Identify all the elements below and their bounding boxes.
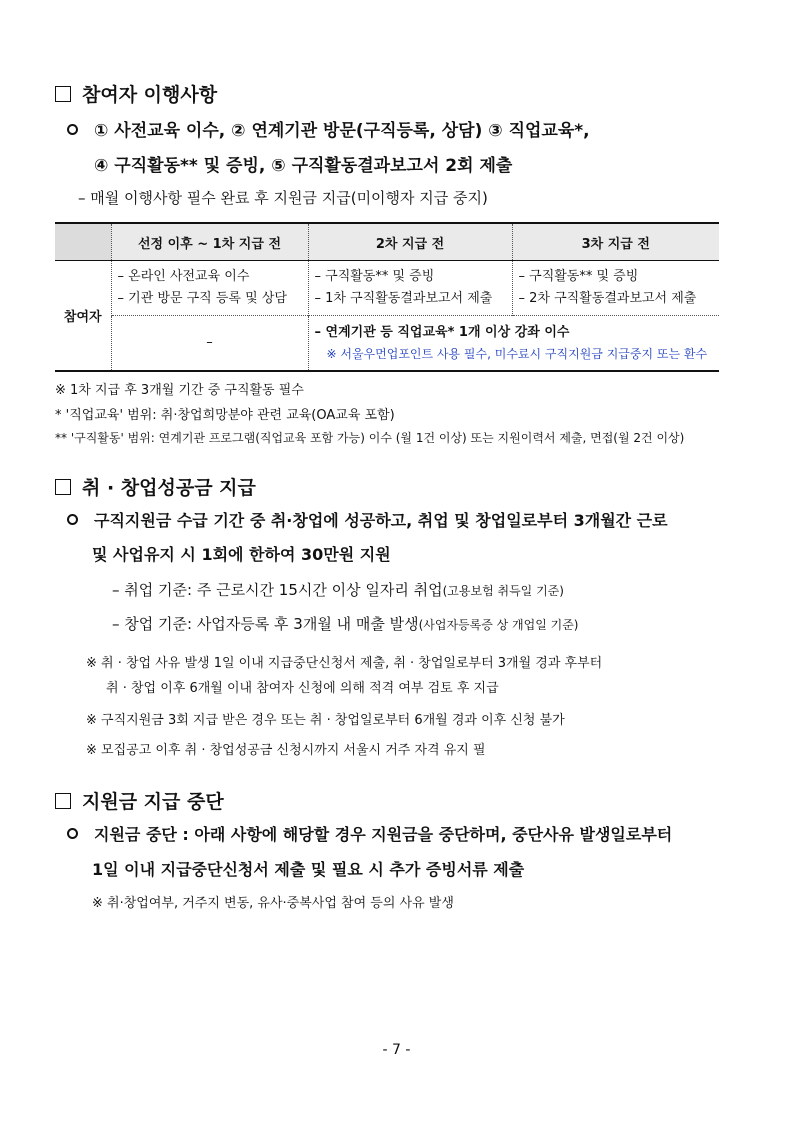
footnote: ** '구직활동' 범위: 연계기관 프로그램(직업교육 포함 가능) 이수 (월 1건 이상) 또는 지원이력서 제출, 면접(월 2건 이상) [55, 431, 685, 445]
cell-item: – 기관 방문 구직 등록 및 상담 [117, 291, 287, 306]
table-cell [111, 261, 308, 316]
note-continued: 취 · 창업 이후 6개월 이내 참여자 신청에 의해 적격 여부 검토 후 지급 [106, 681, 499, 696]
section-title: 지원금 지급 중단 [82, 791, 224, 813]
circle-bullet-icon [67, 124, 78, 135]
checkbox-square-icon [55, 479, 71, 495]
checkbox-square-icon [55, 793, 71, 809]
section-heading-payment-suspension [55, 787, 224, 814]
cell-blue-note: ※ 서울우먼업포인트 사용 필수, 미수료시 구직지원금 지급중지 또는 환수 [326, 346, 708, 361]
bullet-line-continued: 및 사업유지 시 1회에 한하여 30만원 지원 [92, 545, 391, 564]
note: ※ 취 · 창업 사유 발생 1일 이내 지급중단신청서 제출, 취 · 창업일로부터 3개월 경과 후부터 [86, 656, 603, 671]
criterion-text: – 창업 기준: 사업자등록 후 3개월 내 매출 발생 [112, 615, 419, 633]
table-cell [308, 261, 512, 316]
cell-item: – 2차 구직활동결과보고서 제출 [518, 291, 697, 306]
bullet-line-continued: 1일 이내 지급중단신청서 제출 및 필요 시 추가 증빙서류 제출 [92, 860, 525, 879]
sub-criterion [112, 613, 579, 634]
header-cell: 3차 지급 전 [512, 223, 719, 261]
section-heading-participant-duties [55, 80, 217, 107]
bullet-line [67, 822, 672, 845]
bullet-text: 지원금 중단 : 아래 사항에 해당할 경우 지원금을 중단하며, 중단사유 발생일로부터 [94, 825, 673, 844]
note: ※ 모집공고 이후 취 · 창업성공금 신청시까지 서울시 거주 자격 유지 필 [86, 743, 486, 758]
section-heading-employment-bonus [55, 473, 256, 500]
footnote: ※ 1차 지급 후 3개월 기간 중 구직활동 필수 [55, 383, 304, 398]
cell-item: – 구직활동** 및 증빙 [314, 269, 435, 284]
page-number: - 7 - [382, 1042, 411, 1058]
table-cell-dash: – [111, 316, 308, 371]
table-header-row [55, 223, 719, 261]
note: ※ 취·창업여부, 거주지 변동, 유사·중복사업 참여 등의 사유 발생 [92, 896, 454, 911]
criterion-paren: (사업자등록증 상 개업일 기준) [418, 618, 579, 632]
checkbox-square-icon [55, 86, 71, 102]
sub-criterion [112, 579, 564, 600]
table-cell [512, 261, 719, 316]
header-cell: 2차 지급 전 [308, 223, 512, 261]
cell-item: – 구직활동** 및 증빙 [518, 269, 639, 284]
criterion-text: – 취업 기준: 주 근로시간 15시간 이상 일자리 취업 [112, 581, 443, 599]
bullet-line [67, 508, 668, 531]
cell-main-text: – 연계기관 등 직업교육* 1개 이상 강좌 이수 [314, 324, 570, 340]
bullet-line-continued: ④ 구직활동** 및 증빙, ⑤ 구직활동결과보고서 2회 제출 [94, 156, 513, 176]
cell-item: – 1차 구직활동결과보고서 제출 [314, 291, 493, 306]
table-row [55, 316, 719, 371]
bullet-text: 구직지원금 수급 기간 중 취·창업에 성공하고, 취업 및 창업일로부터 3개월간 근로 [94, 511, 668, 530]
criterion-paren: (고용보험 취득일 기준) [442, 584, 564, 598]
section-title: 참여자 이행사항 [82, 84, 218, 106]
bullet-line [67, 116, 590, 141]
section-title: 취 · 창업성공금 지급 [82, 477, 256, 499]
cell-item: – 온라인 사전교육 이수 [117, 269, 250, 284]
bullet-text: ① 사전교육 이수, ② 연계기관 방문(구직등록, 상담) ③ 직업교육*, [94, 121, 590, 141]
circle-bullet-icon [67, 514, 78, 525]
table-row [55, 261, 719, 316]
header-cell: 선정 이후 ~ 1차 지급 전 [111, 223, 308, 261]
dash-note: – 매월 이행사항 필수 완료 후 지원금 지급(미이행자 지급 중지) [78, 189, 488, 207]
row-label: 참여자 [55, 261, 111, 371]
requirements-table [55, 222, 719, 372]
table-cell-merged [308, 316, 719, 371]
header-blank-cell [55, 223, 111, 261]
circle-bullet-icon [67, 828, 78, 839]
footnote: * '직업교육' 범위: 취·창업희망분야 관련 교육(OA교육 포함) [55, 408, 395, 423]
note: ※ 구직지원금 3회 지급 받은 경우 또는 취 · 창업일로부터 6개월 경과 이후 신청 불가 [86, 713, 565, 728]
